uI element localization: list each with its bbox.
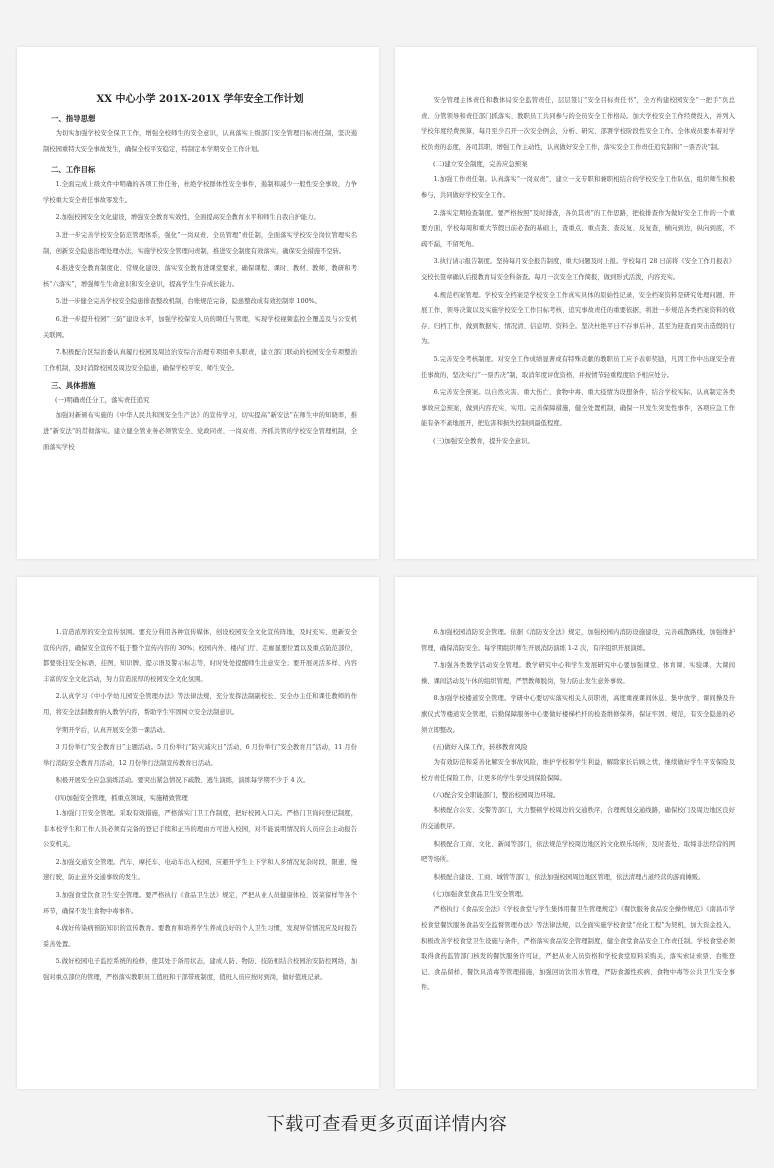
paragraph: 3.进一步完善学校安全防范管理体系，强化“一岗双责、全员管理”责任制，全面落实学校安全岗位管理实名制，创新安全隐患治理处理办法，实施学校安全管理问责制，推进安全制度有效落实，确保安全措施不空转。	[43, 231, 357, 255]
paragraph: 8.加强学校楼道安全管理。学研中心要切实落实相关人员职责，高度重视课间休息、集中放学、课间操及升旗仪式等楼道安全管理，后勤保障服务中心要做好楼梯栏杆的检查维修保养，保证牢固、规范，有安全隐患的必须立即整改。	[421, 695, 735, 734]
paragraph: 3 月份举行“安全教育日”主题活动。5 月份举行“防灾减灾日”活动，6 月份举行“安全教育月”活动，11 月份举行消防安全教育月活动，12 月份举行法制宣传教育日活动。	[43, 744, 357, 767]
paragraph: 3.加强食堂饮食卫生安全管理。要严格执行《食品卫生法》规定，严把从业人员健康体检、饭菜留样等各个环节，确保不发生食物中毒事件。	[43, 891, 357, 915]
paragraph: 1.全面完成上级文件中明确的各项工作任务，杜绝学校群体性安全事件，遏制和减少一般性安全事故，力争学校重大安全责任事故零发生。	[43, 181, 357, 204]
document-page-1	[17, 47, 379, 559]
document-page-2	[395, 47, 757, 559]
document-title: XX 中心小学 201X-201X 学年安全工作计划	[96, 94, 304, 105]
subsection-heading: (六)配合安全职能部门，整治校园周边环境。	[433, 791, 560, 800]
paragraph: 2.认真学习《中小学幼儿园安全管理办法》等法律法规，充分发挥法制副校长、安全办主任和课任教师的作用，将安全法制教育纳入教学内容，帮助学生牢固树立安全法制意识。	[43, 693, 357, 716]
paragraph: 1.加强门卫安全管理。采取有效措施，严格落实门卫工作制度，把好校园入口关。严格门卫询问登记制度，非本校学生和工作人员必须有完备的登记手续和正当的理由方可进入校园，对不能说明情况的人员应会主动报告公安机关。	[43, 809, 357, 849]
paragraph: 6.加强校园消防安全管理。依据《消防安全法》规定，加强校园内消防设施建设，完善疏散路线，加强维护管理，确保消防安全。每学期组织师生开展消防演练 1-2 次，有序组织开展演练。	[421, 629, 735, 652]
document-page-4	[395, 577, 757, 1089]
paragraph: 为有效防范和妥善化解安全事故风险，维护学校和学生利益，解除家长后顾之忧，继续做好学生平安保险及校方责任保险工作，让更多的学生享受到保险保障。	[421, 759, 735, 782]
section-heading-goals: 二、工作目标	[51, 165, 96, 175]
paragraph: 2.落实定期检查制度。要严格按照“及时排查，各负其责”的工作思路，把检排查作为做好安全工作的一个重要方面，学校每周和重大节假日前必查的基础上，查重点、重点查、查反复、反复查，横向到边，纵向到底，不疏不漏，不留死角。	[421, 209, 735, 248]
paragraph: 2.加强校园安全文化建设，增强安全教育实效性，全面提高安全教育水平和师生自我自护能力。	[55, 214, 320, 222]
paragraph: 2.加强交通安全管理。汽车、摩托车、电动车出入校园，应避开学生上下学和人多情况复杂时段，限速、慢速行驶，防止意外交通事故的发生。	[43, 858, 357, 882]
subsection-heading: (七)加强食堂食品卫生安全管理。	[433, 890, 528, 899]
paragraph: 4.推进安全教育制度化、常规化建设、落实安全教育进课堂要求，确保课程、课时、教材、教师、教研和考核“六落实”，增强师生生命意识和安全意识，提高学生生存成长能力。	[43, 265, 357, 288]
subsection-heading: (一)明确责任分工，落实责任追究	[55, 396, 150, 405]
paragraph: 3.执行请示报告制度。坚持每月安全报告制度，重大问题及时上报。学校每月 28 日前将《安全工作月报表》交校长签章确认后报教育局安全科备查。每月一次安全工作简报，做到形式活泼，内容充实。	[421, 258, 735, 281]
paragraph: 积极配合建设、工商、城管等部门，依法加强校园周边地区管理，依法清理占道经营的游商摊贩。	[433, 873, 705, 881]
paragraph: 学期开学后，认真开展安全第一课活动。	[55, 726, 169, 734]
paragraph: 5.完善安全考核制度。对安全工作成绩显著或有特殊贡献的教职员工应予表彰奖励，凡因工作中出现安全责任事故的，坚决实行“一票否决”制，取消年度评优资格，并按情节轻重程度给予相应处分。	[421, 355, 735, 379]
subsection-heading: (三)加强安全教育，提升安全意识。	[433, 436, 534, 445]
paragraph: 积极配合公安、交警等部门，大力整顿学校周边的交通秩序，合理规划交通线路，确保校门及周边地区良好的交通秩序。	[421, 807, 735, 830]
paragraph: 7.加强各类教学活动安全管理。教学研究中心和学生发展研究中心要加强课堂、体育课、实验课、大课间操、课间活动及午休的组织管理，严禁教师脱岗，努力防止发生意外事故。	[421, 662, 735, 685]
subsection-heading: (二)建立安全制度，完善应急预案	[433, 160, 528, 169]
paragraph: 1.加强工作责任制。认真落实“一岗双责”，建立一支专职和兼职相结合的学校安全工作队伍，组织师生积极参与，共同做好学校安全工作。	[421, 176, 735, 199]
paragraph: 4.规范档案管理。学校安全档案是学校安全工作真实具体的原始性记录，安全档案资料是研究处理问题、开展工作、领导决策以及实施学校安全工作目标考核、追究事故责任的重要依据，将进一步规范各类档案资料的收存、归档工作，做到数据实、情况清、信息明、资料全。坚决杜绝平日不存事后补、甚至为迎查而突击造假的行为。	[421, 291, 735, 346]
paragraph: 严格执行《食品安全法》《学校食堂与学生集体用餐卫生管理规定》《餐饮服务食品安全操作规范》《南昌市学校食堂餐饮服务食品安全监督管理办法》等法律法规，以全面实施学校食堂“亮化工程”为契机，加大资金投入，积极改善学校食堂卫生设施与条件，严格落实食品安全管理制度，健全食堂食品安全工作责任制。学校食堂必须取得食药监管部门核发的餐饮服务许可证，严把从业人员资格和学校食堂原料采购关，落实索证索票、台账登记、食品留样、餐饮具消毒等管理措施，加强回访饮用水管理，严防食源性疾病、食物中毒等公共卫生安全事件。	[421, 906, 735, 992]
paragraph: 积极开展安全应急演练活动。要突出紧急情况下疏散、逃生演练，演练每学期不少于 4 次。	[55, 777, 310, 785]
paragraph: 5.进一步健全完善学校安全隐患排查整改机制，台账规范完备，隐患整改成有效控制率 100%。	[55, 298, 321, 306]
paragraph: 安全管理主体责任和教体局安全监管责任，层层签订“安全目标责任书”，全方构建校园安全“一把手”负总责、分管领导和责任部门抓落实、教职员工共同参与的全员安全工作格局。加大学校安全工作经费投入，并列入学校年度经费预算，每月至少召开一次安全例会，分析、研究、部署学校阶段性安全工作。全体成员要本着对学校负责的态度，各司其职，增强工作主动性，认真做好安全工作，落实安全工作责任追究制和“一票否决”制。	[421, 97, 735, 151]
subsection-heading: (五)做好入保工作，转移教育风险	[433, 743, 528, 752]
paragraph: 6.进一步提升校园“三防”建设水平，加强学校保安人员的聘任与管理，实现学校视频监控全覆盖及与公安机关联网。	[43, 315, 357, 339]
paragraph: 1.营造浓厚的安全宣传氛围。要充分利用各种宣传媒体，创设校园安全文化宣传阵地，及时充实、更新安全宣传内容，确保安全宣传不低于整个宣传内容的 30%；校园内外、楼内门厅、走廊显要位置以及重点防范部位，都要张挂安全标语、挂图、知识牌、提示语及警示标志等，时时处处提醒师生注意安全；要开展灵活多样、内容丰富的安全文化活动，努力营造浓厚的校园安全文化氛围。	[43, 629, 357, 683]
paragraph: 为切实加强学校安全保卫工作，增强全校师生的安全意识，认真落实上级部门安全管理目标责任制，坚决遏制校园重特大安全事故发生，确保全校平安稳定，特制定本学期安全工作计划。	[43, 130, 357, 153]
subsection-heading: (四)加强安全管理，抓重点领域，实施精致管理	[55, 793, 188, 802]
paragraph: 积极配合工商、文化、新闻等部门，依法规范学校周边地区的文化娱乐场所，及时查处、取缔非法经营的网吧等场所。	[421, 840, 735, 864]
document-page-3	[17, 577, 379, 1089]
paragraph: 加强对新颁布实施的《中华人民共和国安全生产法》的宣传学习，切实提高“新安法”在师生中的知晓率，推进“新安法”的贯彻落实。建立健全管业务必须管安全、党政同责、一岗双责、齐抓共管的学校安全管理机制，全面落实学校	[43, 412, 357, 451]
download-more-link[interactable]: 下载可查看更多页面详情内容	[266, 1114, 508, 1135]
paragraph: 4.做好传染病预防知识的宣传教育。要教育和培养学生养成良好的个人卫生习惯，发现异常情况应及时报告妥善处置。	[43, 925, 357, 948]
paragraph: 6.完善安全预案。以自然灾害、重大伤亡、食物中毒、重大疫情为设想条件，结合学校实际，认真制定各类事故应急预案，做到内容充实、实用。完善保障措施，健全处置机制，确保一旦发生突发性事件，各项应急工作能有条不紊地展开，把危害和损失控制到最低程度。	[421, 389, 735, 428]
section-heading-measures: 三、具体措施	[51, 381, 96, 391]
paragraph: 7.积极配合区综治委认真履行校园及周边治安综合治理专项组牵头职责，建立部门联动的校园安全专项整治工作机制，及时消除校园及周边安全隐患，确保学校平安、师生安全。	[43, 349, 357, 372]
paragraph: 5.做好校园电子监控系统的检修，使其处于备用状态，建成人防、物防、技防相结合校园治安防控网络，加强对重点部位的管理，严格落实教职员工值班和干部带班制度，值班人员应按时到岗，做好值班记录。	[43, 958, 357, 981]
section-heading-guiding-ideas: 一、指导思想	[51, 114, 96, 123]
